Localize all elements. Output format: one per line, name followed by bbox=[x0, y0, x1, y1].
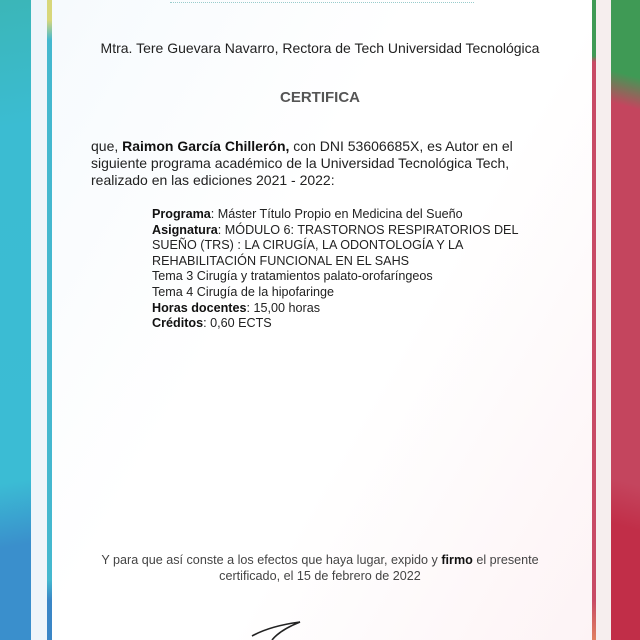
creditos-value: : 0,60 ECTS bbox=[203, 316, 272, 331]
rector-line: Mtra. Tere Guevara Navarro, Rectora de Tech Universidad Tecnológica bbox=[100, 40, 540, 56]
closing-firmo: firmo bbox=[441, 553, 473, 567]
closing-part2: el presente certificado, el 15 de febrero de 2022 bbox=[219, 553, 539, 583]
tema3-row: Tema 3 Cirugía y tratamientos palato-orofaríngeos bbox=[152, 269, 433, 284]
asignatura-row bbox=[152, 223, 552, 270]
tema4-row: Tema 4 Cirugía de la hipofaringe bbox=[152, 284, 335, 299]
closing-part1: Y para que así conste a los efectos que haya lugar, expido y bbox=[101, 553, 442, 567]
recipient-name: Raimon García Chillerón, bbox=[122, 138, 290, 154]
closing-statement bbox=[90, 552, 550, 584]
signature-icon bbox=[250, 618, 310, 640]
certificate-title: CERTIFICA bbox=[280, 89, 360, 106]
horas-row bbox=[152, 301, 552, 317]
intro-paragraph bbox=[91, 138, 561, 189]
dotted-divider bbox=[170, 2, 474, 3]
programa-value: : Máster Título Propio en Medicina del Sueño bbox=[210, 207, 463, 221]
program-details bbox=[152, 207, 552, 332]
intro-prefix: que, bbox=[91, 138, 123, 154]
horas-value: : 15,00 horas bbox=[246, 300, 320, 315]
creditos-row bbox=[152, 316, 552, 332]
programa-row bbox=[152, 207, 552, 223]
intro-rest: con DNI 53606685X, es Autor en el siguiente programa académico de la Universidad Tecnológica Tech, realizado en las ediciones 2021 - 2022: bbox=[91, 138, 513, 188]
asignatura-label: Asignatura bbox=[152, 222, 218, 237]
horas-label: Horas docentes bbox=[152, 300, 247, 315]
creditos-label: Créditos bbox=[152, 316, 204, 331]
asignatura-value: : MÓDULO 6: TRASTORNOS RESPIRATORIOS DEL SUEÑO (TRS) : LA CIRUGÍA, LA ODONTOLOGÍA Y LA REHABILITACIÓN FUNCIONAL EN EL SAHS bbox=[152, 222, 518, 268]
programa-label: Programa bbox=[152, 207, 211, 221]
